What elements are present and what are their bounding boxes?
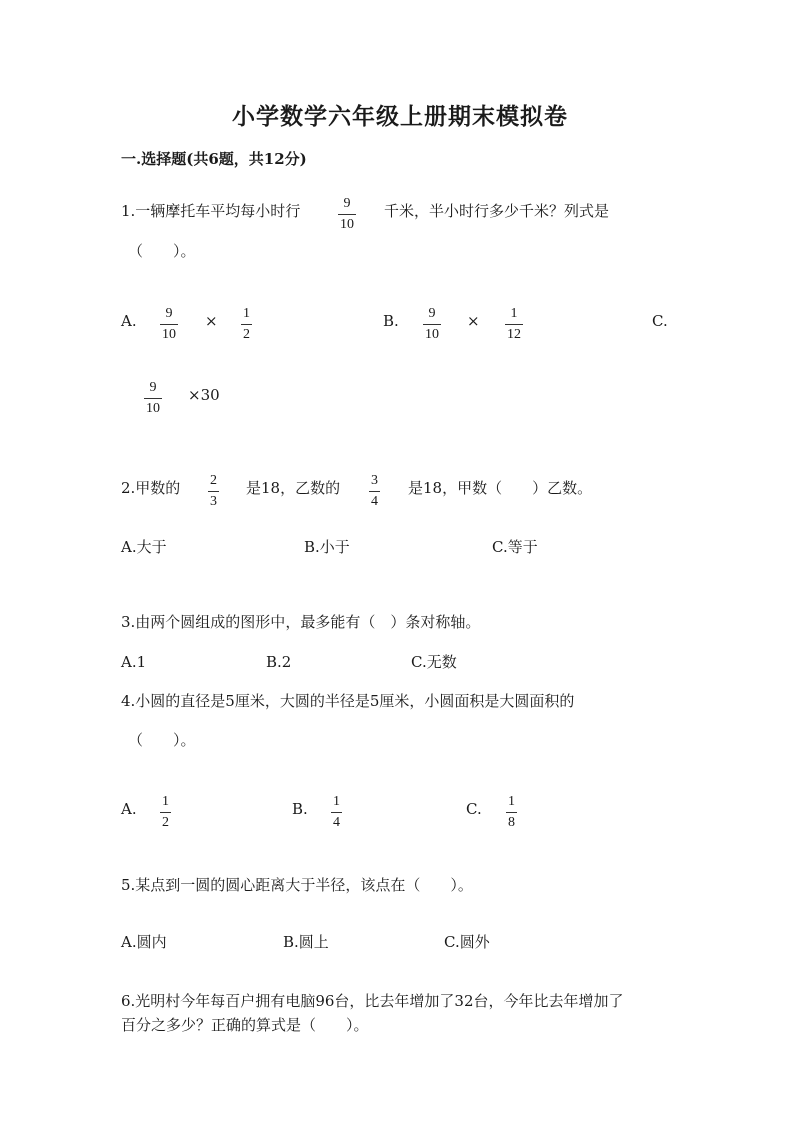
q1-option-b-label: B. [383,312,399,330]
q2-text-pre: 2.甲数的 [121,479,181,497]
numerator: 1 [510,306,518,321]
q6-text-line-2: 百分之多少？正确的算式是（ ）。 [121,1016,369,1034]
page-title: 小学数学六年级上册期末模拟卷 [232,103,568,130]
q4-option-c-fraction [506,794,517,831]
q1-text-post: 千米，半小时行多少千米？列式是 [384,202,610,220]
q1-option-a-operator: × [205,312,218,330]
q1-answer-blank: （ ）。 [128,242,196,260]
numerator: 1 [162,794,169,809]
numerator: 3 [371,473,378,488]
q2-fraction-2 [369,473,380,510]
numerator: 1 [333,794,340,809]
q1-option-b-fraction-1 [423,306,441,343]
q4-option-a-label: A. [121,800,137,818]
section-heading: 一.选择题(共6题，共12分) [121,150,307,168]
numerator: 9 [165,306,173,321]
q1-option-b-fraction-2 [505,306,523,343]
q1-option-a-fraction-1 [160,306,178,343]
q3-text: 3.由两个圆组成的图形中，最多能有（ ）条对称轴。 [121,613,481,631]
numerator: 1 [243,306,250,321]
denominator: 10 [340,217,354,232]
denominator: 12 [507,327,521,342]
denominator: 3 [210,494,217,509]
q2-fraction-1 [208,473,219,510]
q1-option-c-label: C. [652,312,668,330]
numerator: 1 [508,794,515,809]
numerator: 9 [428,306,436,321]
q2-text-mid: 是18，乙数的 [246,479,341,497]
q1-option-b-operator: × [467,312,480,330]
q4-option-a-fraction [160,794,171,831]
q5-option-b: B.圆上 [283,933,329,951]
denominator: 10 [162,327,176,342]
q5-option-c: C.圆外 [444,933,490,951]
denominator: 2 [243,327,250,342]
q3-option-a: A.1 [121,653,147,671]
q2-option-c: C.等于 [492,538,538,556]
denominator: 10 [146,401,160,416]
q1-option-a-label: A. [121,312,137,330]
q1-fraction [338,196,356,233]
q3-option-c: C.无数 [411,653,457,671]
denominator: 4 [371,494,378,509]
numerator: 2 [210,473,217,488]
denominator: 8 [508,815,515,830]
denominator: 4 [333,815,340,830]
q4-option-b-fraction [331,794,342,831]
q1-option-a-fraction-2 [241,306,252,343]
q1-option-c-tail: ×30 [188,386,220,404]
q2-option-a: A.大于 [121,538,167,556]
denominator: 10 [425,327,439,342]
q5-text: 5.某点到一圆的圆心距离大于半径，该点在（ ）。 [121,876,473,894]
q4-answer-blank: （ ）。 [128,731,196,749]
numerator: 9 [343,196,351,211]
q2-option-b: B.小于 [304,538,350,556]
q4-text-line-1: 4.小圆的直径是5厘米，大圆的半径是5厘米，小圆面积是大圆面积的 [121,692,575,710]
q1-text-pre: 1.一辆摩托车平均每小时行 [121,202,301,220]
q4-option-c-label: C. [466,800,482,818]
q4-option-b-label: B. [292,800,308,818]
numerator: 9 [149,380,157,395]
q3-option-b: B.2 [266,653,292,671]
q6-text-line-1: 6.光明村今年每百户拥有电脑96台，比去年增加了32台，今年比去年增加了 [121,992,624,1010]
q2-text-post: 是18，甲数（ ）乙数。 [408,479,593,497]
q5-option-a: A.圆内 [121,933,167,951]
q1-option-c-fraction [144,380,162,417]
denominator: 2 [162,815,169,830]
